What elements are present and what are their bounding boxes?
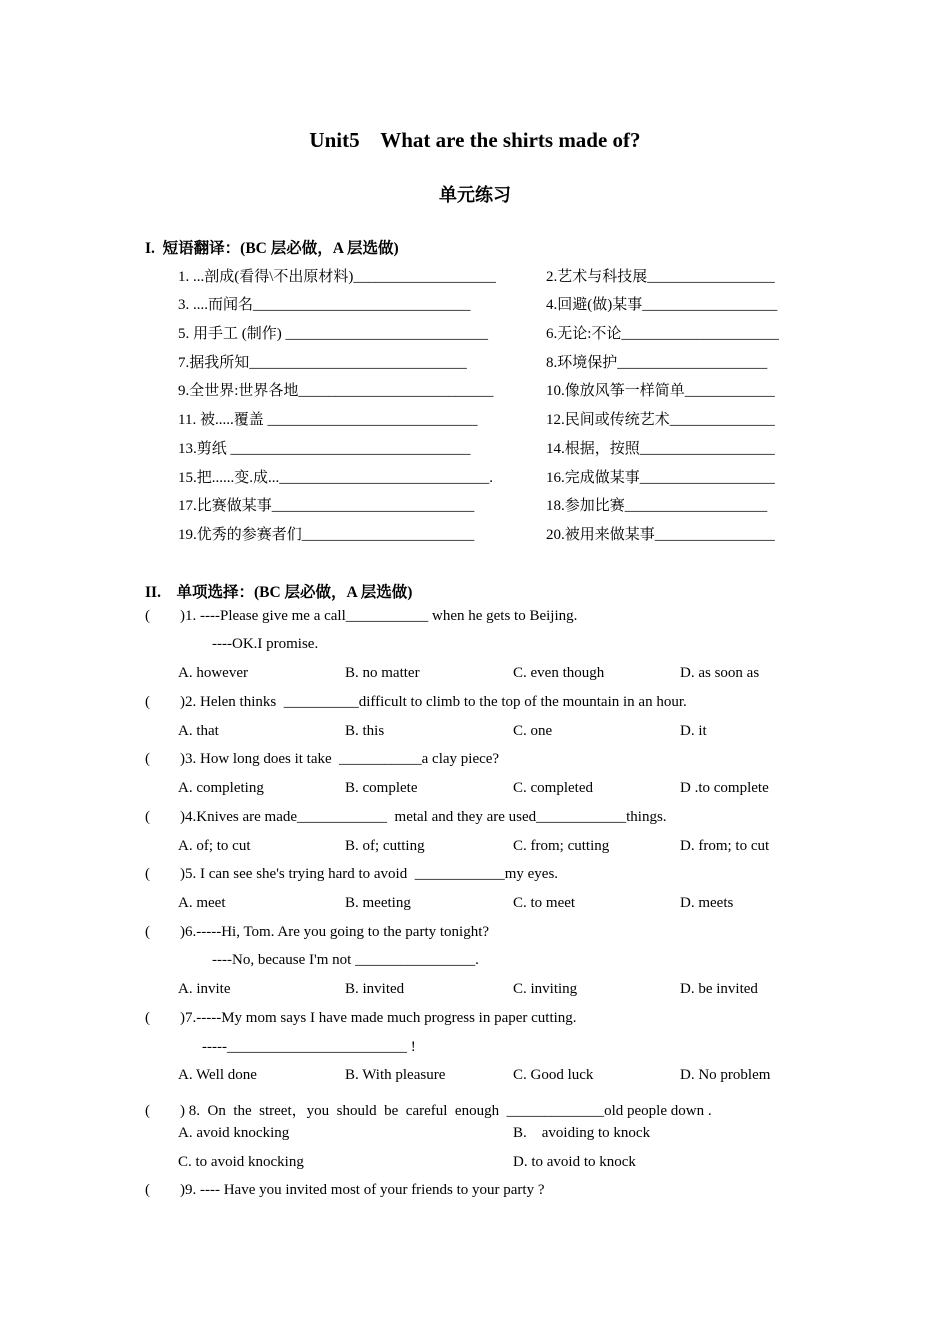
q3-option-d: D .to complete xyxy=(680,780,769,796)
question-5-stem: ( )5. I can see she's trying hard to avoid ____________my eyes. xyxy=(145,866,559,882)
q7-option-a: A. Well done xyxy=(178,1067,257,1083)
phrase-left-19: 19.优秀的参赛者们_______________________ xyxy=(178,527,475,543)
q8-option-c: C. to avoid knocking xyxy=(178,1154,304,1170)
q6-option-d: D. be invited xyxy=(680,981,758,997)
phrase-right-20: 20.被用来做某事________________ xyxy=(546,527,775,543)
q1-option-d: D. as soon as xyxy=(680,665,760,681)
phrase-left-3: 3. ....而闻名_____________________________ xyxy=(178,297,471,313)
phrase-right-12: 12.民间或传统艺术______________ xyxy=(546,412,775,428)
q7-option-d: D. No problem xyxy=(680,1067,771,1083)
q4-option-a: A. of; to cut xyxy=(178,838,251,854)
q1-option-c: C. even though xyxy=(513,665,605,681)
q8-option-a: A. avoid knocking xyxy=(178,1125,290,1141)
q7-option-b: B. With pleasure xyxy=(345,1067,446,1083)
phrase-right-4: 4.回避(做)某事__________________ xyxy=(546,297,778,313)
question-3-stem: ( )3. How long does it take ___________a clay piece? xyxy=(145,751,500,767)
section2-heading: II. 单项选择：(BC 层必做，A 层选做) xyxy=(145,584,413,601)
section1-heading: I. 短语翻译：(BC 层必做，A 层选做) xyxy=(145,240,399,257)
phrase-left-7: 7.据我所知_____________________________ xyxy=(178,355,467,371)
question-4-stem: ( )4.Knives are made____________ metal and they are used____________things. xyxy=(145,809,667,825)
q7-option-c: C. Good luck xyxy=(513,1067,594,1083)
phrase-left-13: 13.剪纸 ________________________________ xyxy=(178,441,471,457)
q2-option-b: B. this xyxy=(345,723,385,739)
phrase-right-18: 18.参加比赛___________________ xyxy=(546,498,768,514)
q1-option-b: B. no matter xyxy=(345,665,420,681)
phrase-left-15: 15.把......变.成...____________________________. xyxy=(178,470,494,486)
phrase-left-1: 1. ...剖成(看得\不出原材料)___________________ xyxy=(178,269,496,285)
question-8-stem: ( ) 8. On the street，you should be careful enough _____________old people down . xyxy=(145,1103,712,1119)
q6-option-c: C. inviting xyxy=(513,981,578,997)
phrase-right-6: 6.无论:不论_____________________ xyxy=(546,326,779,342)
phrase-left-17: 17.比赛做某事___________________________ xyxy=(178,498,475,514)
q4-option-d: D. from; to cut xyxy=(680,838,770,854)
q5-option-c: C. to meet xyxy=(513,895,576,911)
phrase-right-16: 16.完成做某事__________________ xyxy=(546,470,775,486)
phrase-right-10: 10.像放风筝一样简单____________ xyxy=(546,383,775,399)
question-7-reply: -----________________________ ! xyxy=(202,1039,416,1055)
question-7-stem: ( )7.-----My mom says I have made much progress in paper cutting. xyxy=(145,1010,577,1026)
q2-option-d: D. it xyxy=(680,723,707,739)
q5-option-b: B. meeting xyxy=(345,895,411,911)
q2-option-a: A. that xyxy=(178,723,219,739)
q4-option-c: C. from; cutting xyxy=(513,838,610,854)
question-6-stem: ( )6.-----Hi, Tom. Are you going to the party tonight? xyxy=(145,924,490,940)
q5-option-a: A. meet xyxy=(178,895,226,911)
q6-option-a: A. invite xyxy=(178,981,231,997)
phrase-left-5: 5. 用手工 (制作) ___________________________ xyxy=(178,326,488,342)
phrase-right-8: 8.环境保护____________________ xyxy=(546,355,768,371)
q2-option-c: C. one xyxy=(513,723,553,739)
page-title: Unit5 What are the shirts made of? xyxy=(309,128,641,152)
q6-option-b: B. invited xyxy=(345,981,405,997)
question-1-stem: ( )1. ----Please give me a call___________ when he gets to Beijing. xyxy=(145,608,578,624)
q4-option-b: B. of; cutting xyxy=(345,838,425,854)
q5-option-d: D. meets xyxy=(680,895,734,911)
question-9-stem: ( )9. ---- Have you invited most of your friends to your party ? xyxy=(145,1182,545,1198)
phrase-right-2: 2.艺术与科技展_________________ xyxy=(546,269,775,285)
phrase-right-14: 14.根据，按照__________________ xyxy=(546,441,775,457)
q3-option-a: A. completing xyxy=(178,780,264,796)
q3-option-b: B. complete xyxy=(345,780,418,796)
phrase-left-9: 9.全世界:世界各地__________________________ xyxy=(178,383,494,399)
phrase-left-11: 11. 被.....覆盖 ____________________________ xyxy=(178,412,478,428)
question-1-reply: ----OK.I promise. xyxy=(212,636,319,652)
page-subtitle: 单元练习 xyxy=(439,185,511,205)
q8-option-b: B. avoiding to knock xyxy=(513,1125,651,1141)
q8-option-d: D. to avoid to knock xyxy=(513,1154,636,1170)
q3-option-c: C. completed xyxy=(513,780,593,796)
question-2-stem: ( )2. Helen thinks __________difficult to climb to the top of the mountain in an hour. xyxy=(145,694,687,710)
question-6-reply: ----No, because I'm not ________________. xyxy=(212,952,479,968)
q1-option-a: A. however xyxy=(178,665,248,681)
